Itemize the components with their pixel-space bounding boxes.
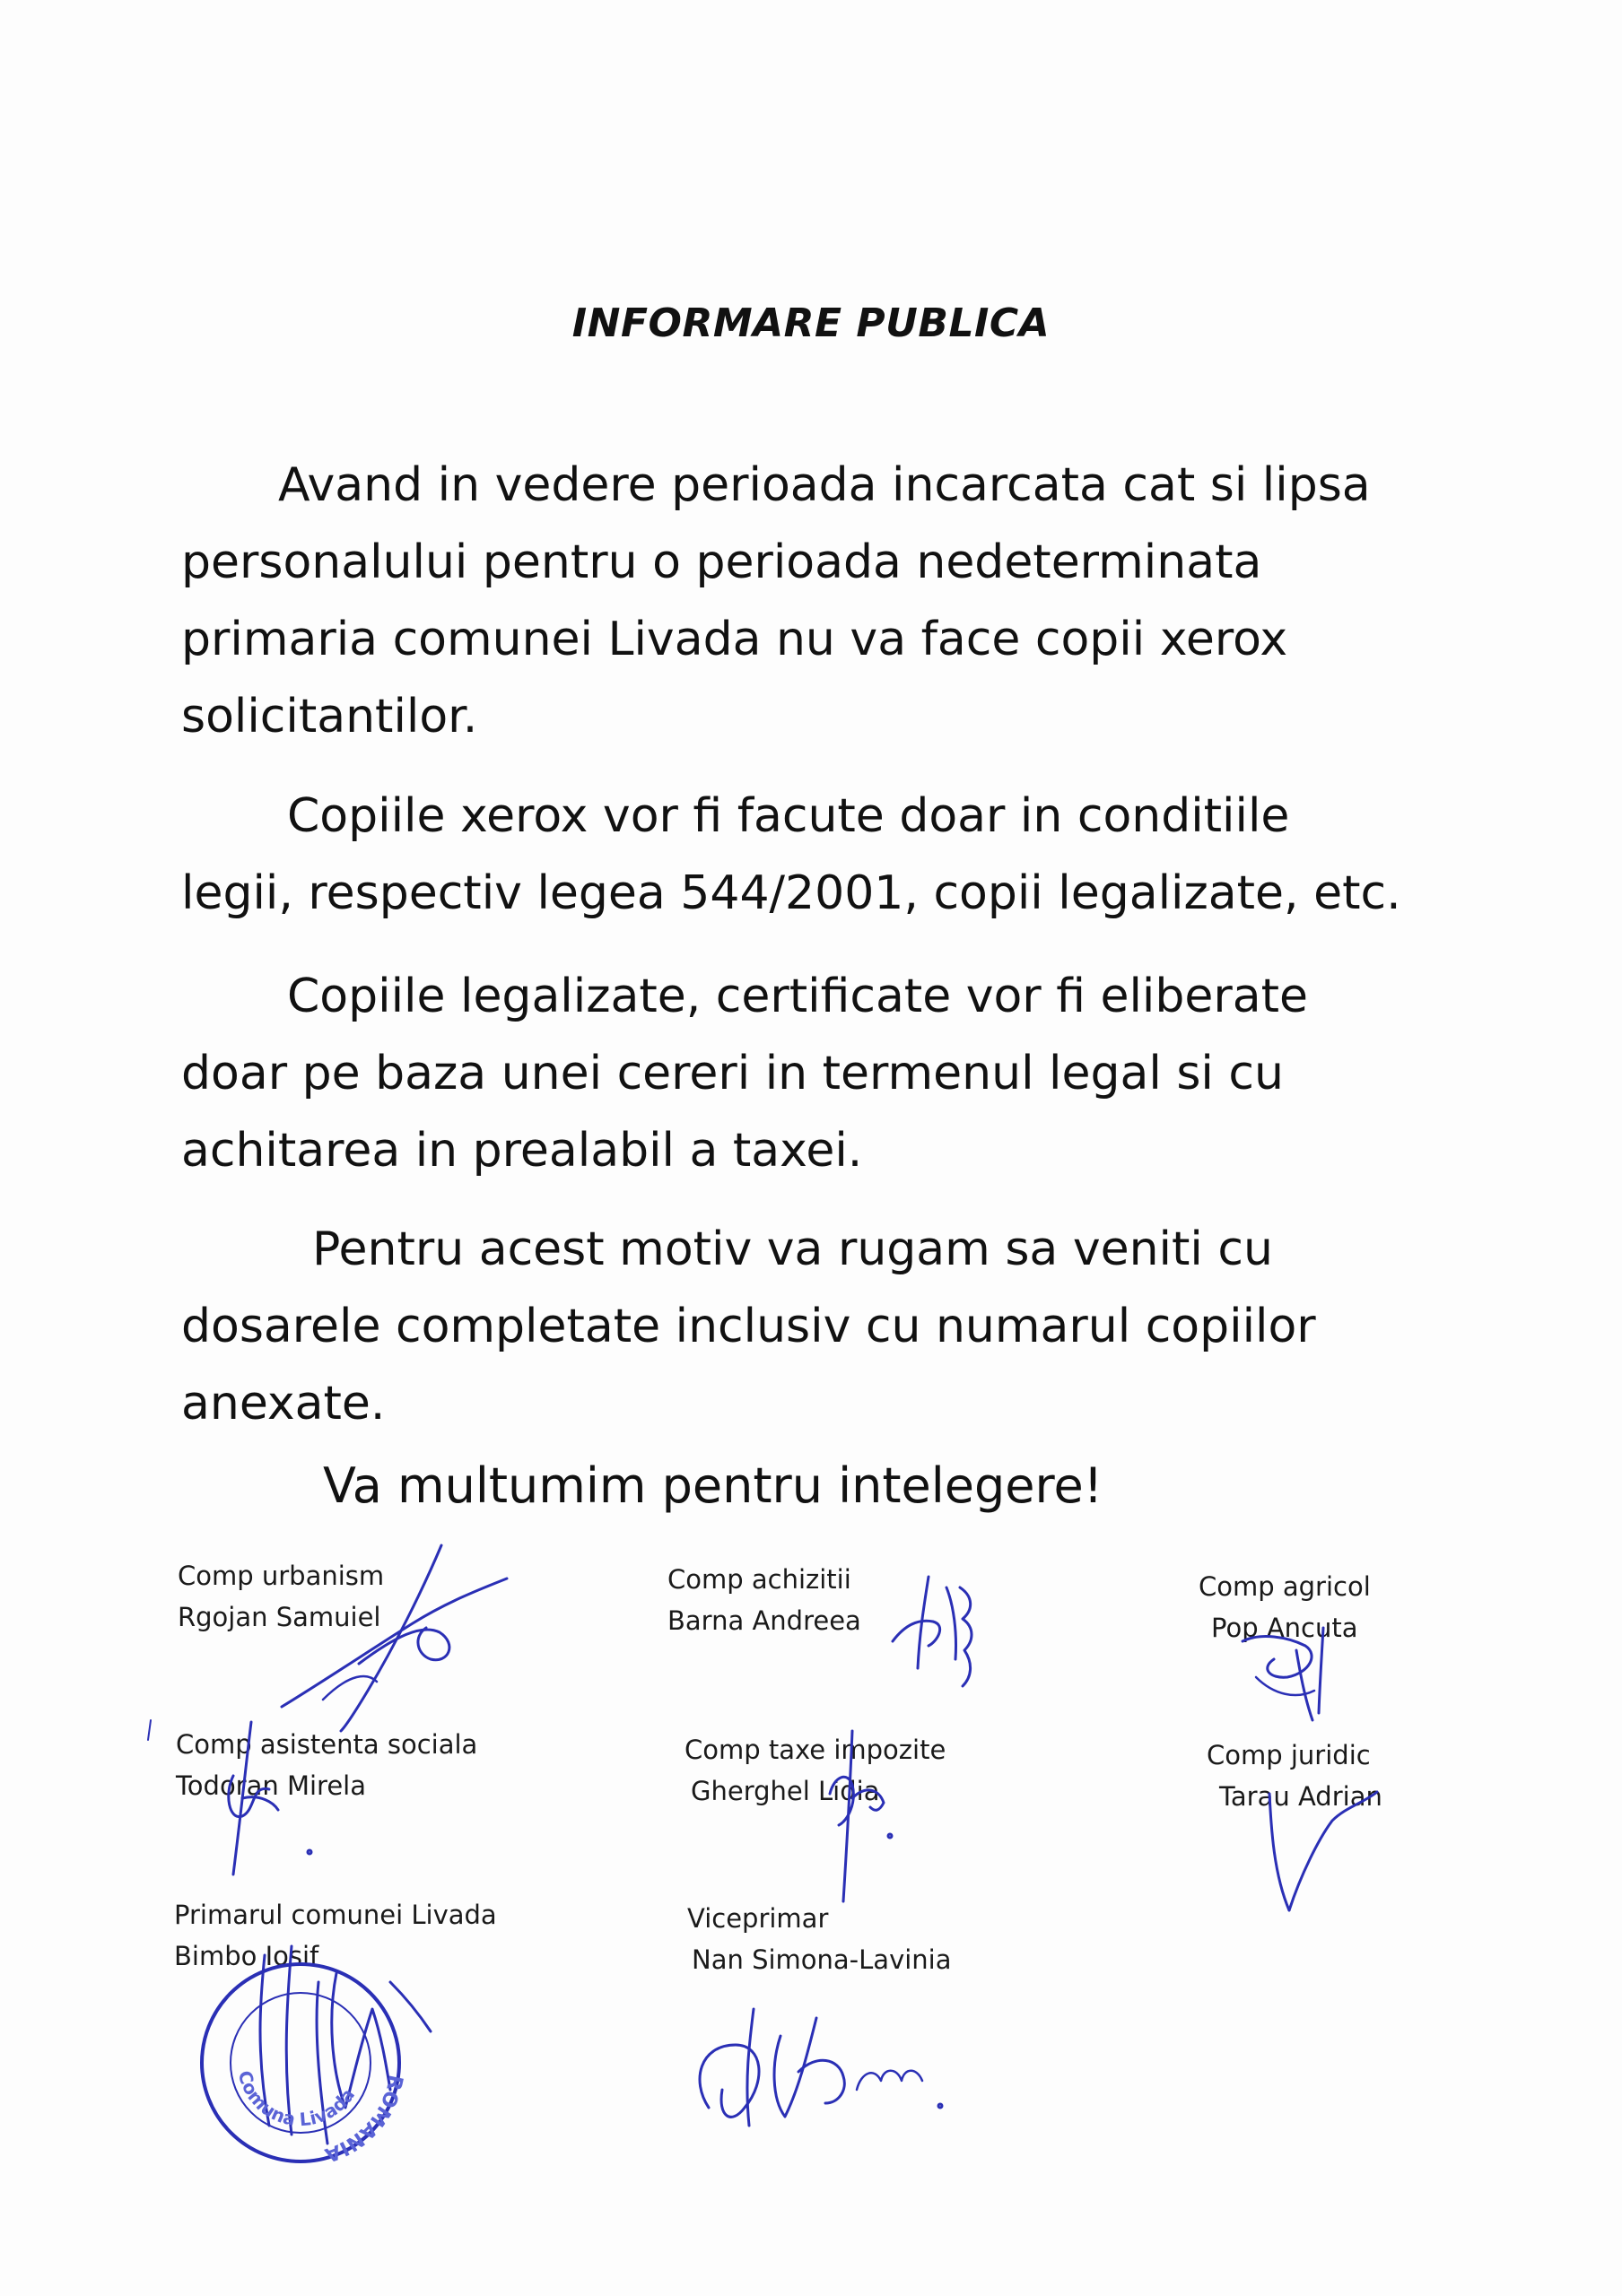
signatory-agricol — [1199, 1566, 1371, 1648]
stamp-outer-text: ROMANIA — [321, 2073, 407, 2166]
signatory-primar — [174, 1894, 497, 1977]
signatory-role: Primarul comunei Livada — [174, 1900, 497, 1930]
signatory-urbanism — [178, 1555, 384, 1638]
signatory-name: Pop Ancuta — [1211, 1613, 1358, 1643]
signatory-name: Bimbo Iosif — [174, 1941, 319, 1971]
paragraph-2: Copiile xerox vor fi facute doar in conditiile legii, respectiv legea 544/2001, copii legalizate, etc. — [181, 789, 1401, 920]
paragraph-1: Avand in vedere perioada incarcata cat si lipsa personalului pentru o perioada nedeterminata primaria comunei Livada nu va face copii xerox solicitantilor. — [181, 458, 1371, 744]
signatory-viceprimar — [687, 1898, 952, 1980]
signatory-role: Viceprimar — [687, 1903, 829, 1934]
signatory-name: Nan Simona-Lavinia — [692, 1944, 952, 1975]
signatory-role: Comp agricol — [1199, 1571, 1371, 1602]
signatory-name: Gherghel Lidia — [691, 1776, 880, 1806]
paragraph-4: Pentru acest motiv va rugam sa veniti cu dosarele completate inclusiv cu numarul copiilor anexate. — [181, 1222, 1316, 1431]
document-title: INFORMARE PUBLICA — [571, 300, 1051, 346]
signatory-name: Barna Andreea — [667, 1605, 861, 1636]
signatory-asistenta-sociala — [176, 1724, 477, 1806]
signatory-name: Rgojan Samuiel — [178, 1602, 381, 1632]
signatory-taxe-impozite — [685, 1729, 946, 1812]
signatory-role: Comp taxe impozite — [685, 1735, 946, 1765]
signatory-name: Tarau Adrian — [1219, 1781, 1382, 1812]
signatory-role: Comp achizitii — [667, 1564, 851, 1595]
signatory-achizitii — [667, 1559, 861, 1641]
closing-line: Va multumim pentru intelegere! — [323, 1457, 1103, 1514]
stamp-inner-text: Comuna Livada — [233, 2068, 360, 2131]
official-stamp — [184, 1955, 417, 2170]
signature-achizitii — [884, 1570, 982, 1695]
signatory-role: Comp asistenta sociala — [176, 1729, 478, 1760]
signatory-role: Comp urbanism — [178, 1561, 385, 1591]
signatory-juridic — [1207, 1735, 1382, 1817]
signatory-name: Todoran Mirela — [176, 1770, 367, 1801]
paragraph-3: Copiile legalizate, certificate vor fi eliberate doar pe baza unei cereri in termenul legal si cu achitarea in prealabil a taxei. — [181, 970, 1309, 1178]
signatory-role: Comp juridic — [1207, 1740, 1371, 1770]
signature-viceprimar — [682, 1991, 951, 2152]
